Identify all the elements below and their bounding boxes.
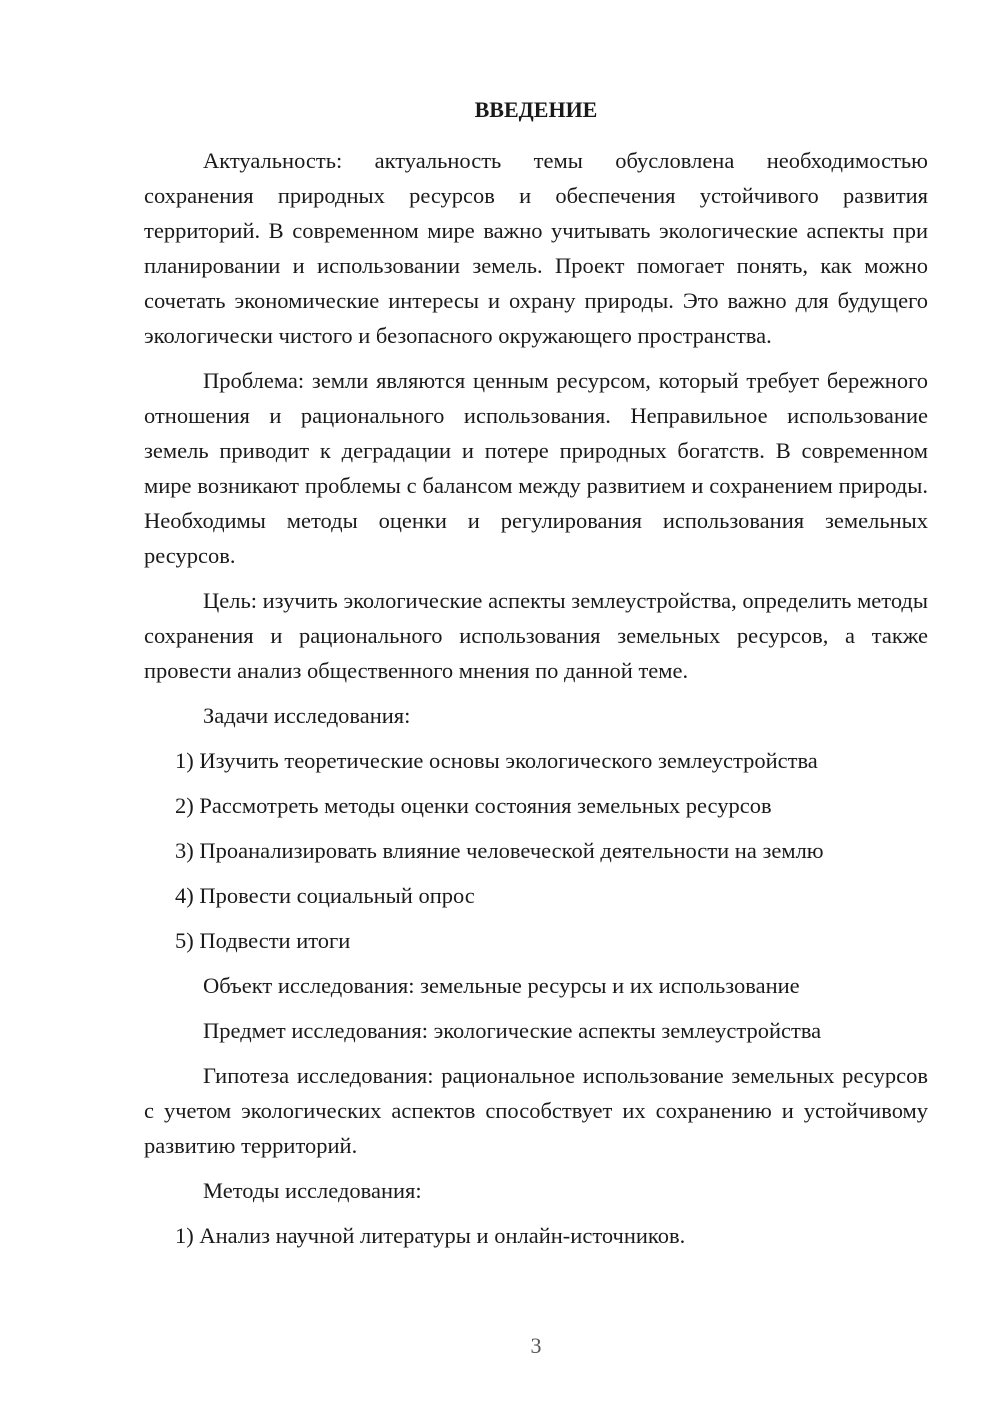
relevance-paragraph: Актуальность: актуальность темы обусловлена необходимостью сохранения природных ресурсов и обеспечения устойчивого развития территорий. В современном мире важно учитывать экологические аспекты при планировании и использовании земель. Проект помогает понять, как можно сочетать экономические интересы и охрану природы. Это важно для будущего экологически чистого и безопасного окружающего пространства. [144,148,928,348]
task-item: 4) Провести социальный опрос [175,883,475,908]
method-item: 1) Анализ научной литературы и онлайн-источников. [175,1223,686,1248]
page-number: 3 [530,1333,542,1358]
task-item: 3) Проанализировать влияние человеческой деятельности на землю [175,838,824,863]
research-object: Объект исследования: земельные ресурсы и их использование [203,973,800,998]
goal-paragraph: Цель: изучить экологические аспекты землеустройства, определить методы сохранения и рационального использования земельных ресурсов, а также провести анализ общественного мнения по данной теме. [144,588,928,683]
task-item: 1) Изучить теоретические основы экологического землеустройства [175,748,818,773]
document-page [144,94,928,1263]
task-item: 2) Рассмотреть методы оценки состояния земельных ресурсов [175,793,772,818]
section-title: ВВЕДЕНИЕ [474,97,598,122]
research-subject: Предмет исследования: экологические аспекты землеустройства [203,1018,822,1043]
tasks-heading: Задачи исследования: [203,703,411,728]
task-item: 5) Подвести итоги [175,928,351,953]
hypothesis-paragraph: Гипотеза исследования: рациональное использование земельных ресурсов с учетом экологических аспектов способствует их сохранению и устойчивому развитию территорий. [144,1063,928,1158]
problem-paragraph: Проблема: земли являются ценным ресурсом, который требует бережного отношения и рационального использования. Неправильное использование земель приводит к деградации и потере природных богатств. В современном мире возникают проблемы с балансом между развитием и сохранением природы. Необходимы методы оценки и регулирования использования земельных ресурсов. [144,368,928,568]
methods-heading: Методы исследования: [203,1178,422,1203]
